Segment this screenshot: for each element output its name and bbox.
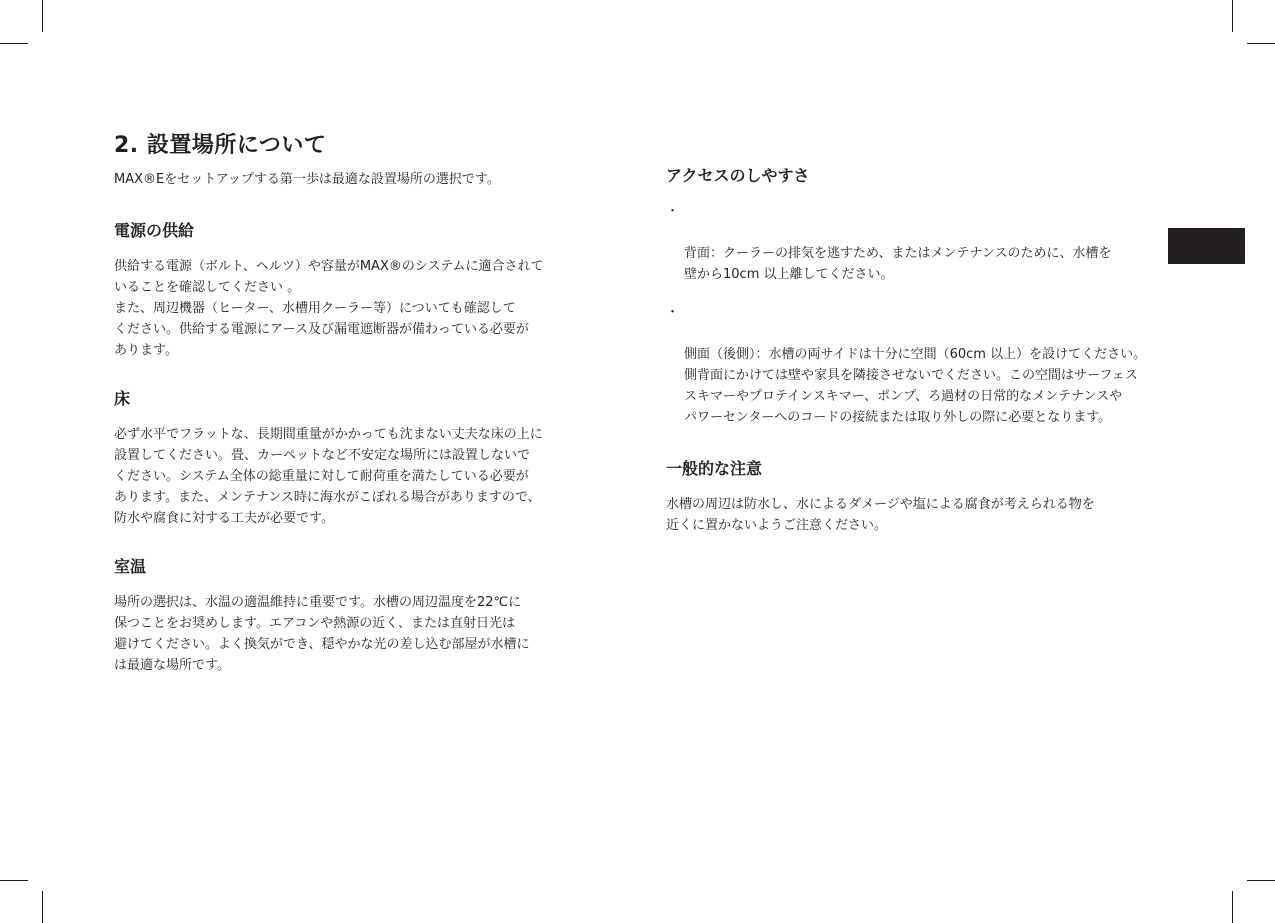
list-item [666, 201, 1186, 285]
bullet-dot: ・ [666, 204, 680, 219]
crop-mark [42, 0, 43, 32]
section-room-temperature [114, 554, 594, 676]
left-column [114, 218, 594, 702]
bullet-dot: ・ [666, 305, 680, 320]
bullet-text: 背面：クーラーの排気を逃すため、またはメンテナンスのために、水槽を 壁から10cm 以上離してください。 [684, 246, 1112, 282]
crop-mark [0, 43, 28, 44]
section-power-supply [114, 218, 594, 361]
crop-mark [0, 880, 28, 881]
section-body: 必ず水平でフラットな、長期間重量がかかっても沈まない丈夫な床の上に 設置してください。畳、カーペットなど不安定な場所には設置しないで ください。システム全体の総重量に対して耐荷重を満たしている必要が あります。また、メンテナンス時に海水がこぼれる場合がありますので、 防水や腐食に対する工夫が必要です。 [114, 427, 543, 526]
crop-mark [1232, 0, 1233, 32]
right-column [666, 163, 1186, 564]
section-accessibility [666, 163, 1186, 428]
section-heading: 床 [114, 389, 131, 408]
intro-text: MAX®Eをセットアップする第一歩は最適な設置場所の選択です。 [114, 172, 500, 187]
crop-mark [42, 891, 43, 923]
bullet-list [666, 201, 1186, 428]
section-heading: 電源の供給 [114, 221, 195, 240]
section-body: 場所の選択は、水温の適温維持に重要です。水槽の周辺温度を22℃に 保つことをお奨めします。エアコンや熱源の近く、または直射日光は 避けてください。よく換気ができ、穏やかな光の差し込む部屋が水槽に は最適な場所です。 [114, 595, 530, 673]
crop-mark [1247, 880, 1275, 881]
section-heading: 室温 [114, 557, 147, 576]
section-general-notes [666, 456, 1186, 536]
section-body: 水槽の周辺は防水し、水によるダメージや塩による腐食が考えられる物を 近くに置かないようご注意ください。 [666, 497, 1095, 533]
page-title: 2. 設置場所について [114, 133, 327, 158]
section-heading: 一般的な注意 [666, 459, 763, 478]
language-tab-marker [1168, 228, 1245, 264]
section-heading: アクセスのしやすさ [666, 166, 810, 185]
list-item [666, 302, 1186, 428]
section-floor [114, 386, 594, 529]
section-body: 供給する電源（ボルト、ヘルツ）や容量がMAX®のシステムに適合されて いることを確認してください 。 また、周辺機器（ヒーター、水槽用クーラー等）についても確認して ください。供給する電源にアース及び漏電遮断器が備わっている必要が あります。 [114, 259, 544, 358]
crop-mark [1232, 891, 1233, 923]
crop-mark [1247, 43, 1275, 44]
bullet-text: 側面（後側）：水槽の両サイドは十分に空間（60cm 以上）を設けてください。 側背面にかけては壁や家具を隣接させないでください。この空間はサーフェス スキマーやプロテインスキマー、ポンプ、ろ過材の日常的なメンテナンスや パワーセンターへのコードの接続または取り外しの際に必要となります。 [684, 347, 1147, 425]
